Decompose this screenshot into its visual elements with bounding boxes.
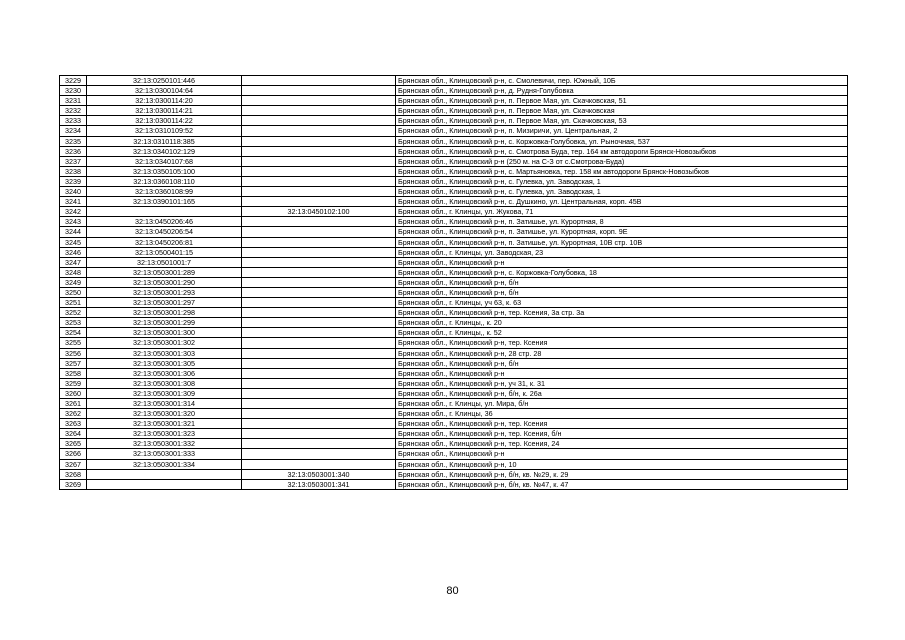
cadastral-number-cell: 32:13:0503001:302 [87, 338, 242, 348]
address-cell: Брянская обл., Клинцовский р-н, д. Рудня-Голубовка [396, 86, 848, 96]
cadastral-number-cell: 32:13:0503001:309 [87, 388, 242, 398]
table-row [60, 358, 848, 368]
address-cell: Брянская обл., г. Клинцы, ул. Мира, б/н [396, 399, 848, 409]
table-row [60, 298, 848, 308]
secondary-cadastral-number-cell [242, 338, 396, 348]
table-row [60, 429, 848, 439]
secondary-cadastral-number-cell [242, 298, 396, 308]
address-cell: Брянская обл., г. Клинцы,, к. 20 [396, 318, 848, 328]
secondary-cadastral-number-cell [242, 439, 396, 449]
table-row [60, 399, 848, 409]
cadastral-number-cell: 32:13:0250101:446 [87, 76, 242, 86]
row-number-cell: 3241 [60, 197, 87, 207]
table-row [60, 419, 848, 429]
row-number-cell: 3256 [60, 348, 87, 358]
address-cell: Брянская обл., Клинцовский р-н, б/н [396, 287, 848, 297]
address-cell: Брянская обл., Клинцовский р-н, с. Коржовка-Голубовка, 18 [396, 267, 848, 277]
cadastral-number-cell: 32:13:0340102:129 [87, 146, 242, 156]
row-number-cell: 3229 [60, 76, 87, 86]
secondary-cadastral-number-cell: 32:13:0503001:340 [242, 469, 396, 479]
table-row [60, 338, 848, 348]
cadastral-number-cell: 32:13:0360108:110 [87, 176, 242, 186]
table-row [60, 459, 848, 469]
address-cell: Брянская обл., Клинцовский р-н, б/н, кв. №47, к. 47 [396, 479, 848, 489]
secondary-cadastral-number-cell [242, 76, 396, 86]
table-row [60, 348, 848, 358]
secondary-cadastral-number-cell [242, 247, 396, 257]
row-number-cell: 3236 [60, 146, 87, 156]
row-number-cell: 3235 [60, 136, 87, 146]
secondary-cadastral-number-cell [242, 409, 396, 419]
row-number-cell: 3243 [60, 217, 87, 227]
row-number-cell: 3266 [60, 449, 87, 459]
row-number-cell: 3242 [60, 207, 87, 217]
cadastral-number-cell: 32:13:0501001:7 [87, 257, 242, 267]
table-row [60, 166, 848, 176]
table-row [60, 318, 848, 328]
secondary-cadastral-number-cell [242, 176, 396, 186]
row-number-cell: 3247 [60, 257, 87, 267]
address-cell: Брянская обл., Клинцовский р-н, б/н, к. 26а [396, 388, 848, 398]
cadastral-number-cell: 32:13:0503001:300 [87, 328, 242, 338]
cadastral-number-cell: 32:13:0503001:308 [87, 378, 242, 388]
table-row [60, 439, 848, 449]
address-cell: Брянская обл., Клинцовский р-н, тер. Ксения [396, 338, 848, 348]
row-number-cell: 3262 [60, 409, 87, 419]
secondary-cadastral-number-cell [242, 267, 396, 277]
secondary-cadastral-number-cell [242, 318, 396, 328]
address-cell: Брянская обл., Клинцовский р-н, с. Смотрова Буда, тер. 164 км автодороги Брянск-Новозыбков [396, 146, 848, 156]
address-cell: Брянская обл., Клинцовский р-н, с. Мартьяновка, тер. 158 км автодороги Брянск-Новозыбков [396, 166, 848, 176]
row-number-cell: 3260 [60, 388, 87, 398]
cadastral-number-cell: 32:13:0360108:99 [87, 187, 242, 197]
address-cell: Брянская обл., Клинцовский р-н [396, 368, 848, 378]
cadastral-number-cell: 32:13:0450206:81 [87, 237, 242, 247]
table-row [60, 126, 848, 136]
table-row [60, 267, 848, 277]
secondary-cadastral-number-cell [242, 106, 396, 116]
address-cell: Брянская обл., Клинцовский р-н [396, 257, 848, 267]
secondary-cadastral-number-cell [242, 187, 396, 197]
address-cell: Брянская обл., Клинцовский р-н, с. Смолевичи, пер. Южный, 10Б [396, 76, 848, 86]
table-row [60, 378, 848, 388]
row-number-cell: 3230 [60, 86, 87, 96]
cadastral-number-cell: 32:13:0503001:298 [87, 308, 242, 318]
cadastral-number-cell: 32:13:0503001:333 [87, 449, 242, 459]
secondary-cadastral-number-cell [242, 277, 396, 287]
address-cell: Брянская обл., г. Клинцы, 36 [396, 409, 848, 419]
secondary-cadastral-number-cell [242, 368, 396, 378]
table-row [60, 187, 848, 197]
table-row [60, 479, 848, 489]
table-row [60, 197, 848, 207]
secondary-cadastral-number-cell [242, 116, 396, 126]
address-cell: Брянская обл., Клинцовский р-н, б/н, кв. №29, к. 29 [396, 469, 848, 479]
row-number-cell: 3239 [60, 176, 87, 186]
address-cell: Брянская обл., Клинцовский р-н, с. Гулевка, ул. Заводская, 1 [396, 176, 848, 186]
cadastral-number-cell: 32:13:0503001:289 [87, 267, 242, 277]
table-row [60, 469, 848, 479]
address-cell: Брянская обл., Клинцовский р-н, 10 [396, 459, 848, 469]
table-row [60, 308, 848, 318]
secondary-cadastral-number-cell [242, 197, 396, 207]
cadastral-number-cell: 32:13:0503001:303 [87, 348, 242, 358]
secondary-cadastral-number-cell [242, 429, 396, 439]
row-number-cell: 3232 [60, 106, 87, 116]
secondary-cadastral-number-cell [242, 348, 396, 358]
row-number-cell: 3249 [60, 277, 87, 287]
row-number-cell: 3264 [60, 429, 87, 439]
table-row [60, 176, 848, 186]
cadastral-number-cell [87, 479, 242, 489]
address-cell: Брянская обл., Клинцовский р-н, 28 стр. 28 [396, 348, 848, 358]
cadastral-number-cell: 32:13:0390101:165 [87, 197, 242, 207]
address-cell: Брянская обл., Клинцовский р-н, п. Первое Мая, ул. Скачковская, 53 [396, 116, 848, 126]
cadastral-number-cell [87, 207, 242, 217]
row-number-cell: 3231 [60, 96, 87, 106]
cadastral-number-cell: 32:13:0310118:385 [87, 136, 242, 146]
row-number-cell: 3257 [60, 358, 87, 368]
row-number-cell: 3252 [60, 308, 87, 318]
table-row [60, 388, 848, 398]
row-number-cell: 3253 [60, 318, 87, 328]
cadastral-number-cell: 32:13:0503001:332 [87, 439, 242, 449]
row-number-cell: 3269 [60, 479, 87, 489]
secondary-cadastral-number-cell [242, 146, 396, 156]
table-row [60, 217, 848, 227]
secondary-cadastral-number-cell [242, 156, 396, 166]
row-number-cell: 3244 [60, 227, 87, 237]
cadastral-number-cell [87, 469, 242, 479]
cadastral-number-cell: 32:13:0300114:21 [87, 106, 242, 116]
row-number-cell: 3240 [60, 187, 87, 197]
table-row [60, 368, 848, 378]
cadastral-number-cell: 32:13:0350105:100 [87, 166, 242, 176]
cadastral-number-cell: 32:13:0300114:22 [87, 116, 242, 126]
secondary-cadastral-number-cell [242, 388, 396, 398]
address-cell: Брянская обл., г. Клинцы, уч 63, к. 63 [396, 298, 848, 308]
address-cell: Брянская обл., г. Клинцы, ул. Заводская, 23 [396, 247, 848, 257]
row-number-cell: 3258 [60, 368, 87, 378]
row-number-cell: 3246 [60, 247, 87, 257]
row-number-cell: 3255 [60, 338, 87, 348]
secondary-cadastral-number-cell [242, 328, 396, 338]
address-cell: Брянская обл., г. Клинцы,, к. 52 [396, 328, 848, 338]
cadastral-number-cell: 32:13:0503001:314 [87, 399, 242, 409]
cadastral-number-cell: 32:13:0503001:297 [87, 298, 242, 308]
secondary-cadastral-number-cell [242, 227, 396, 237]
secondary-cadastral-number-cell [242, 287, 396, 297]
secondary-cadastral-number-cell [242, 237, 396, 247]
table-row [60, 247, 848, 257]
table-row [60, 449, 848, 459]
row-number-cell: 3248 [60, 267, 87, 277]
address-cell: Брянская обл., Клинцовский р-н [396, 449, 848, 459]
address-cell: Брянская обл., Клинцовский р-н, п. Затишье, ул. Курортная, корп. 9Е [396, 227, 848, 237]
address-cell: Брянская обл., Клинцовский р-н, п. Мизиричи, ул. Центральная, 2 [396, 126, 848, 136]
cadastral-number-cell: 32:13:0503001:320 [87, 409, 242, 419]
address-cell: Брянская обл., Клинцовский р-н (250 м. на С-З от с.Смотрова-Буда) [396, 156, 848, 166]
row-number-cell: 3237 [60, 156, 87, 166]
secondary-cadastral-number-cell [242, 166, 396, 176]
secondary-cadastral-number-cell [242, 449, 396, 459]
address-cell: Брянская обл., Клинцовский р-н, п. Первое Мая, ул. Скачковская, 51 [396, 96, 848, 106]
row-number-cell: 3259 [60, 378, 87, 388]
table-row [60, 86, 848, 96]
secondary-cadastral-number-cell [242, 419, 396, 429]
address-cell: Брянская обл., Клинцовский р-н, п. Затишье, ул. Курортная, 10В стр. 10В [396, 237, 848, 247]
cadastral-number-cell: 32:13:0503001:290 [87, 277, 242, 287]
address-cell: Брянская обл., Клинцовский р-н, тер. Ксения, 24 [396, 439, 848, 449]
secondary-cadastral-number-cell [242, 96, 396, 106]
secondary-cadastral-number-cell [242, 257, 396, 267]
row-number-cell: 3263 [60, 419, 87, 429]
cadastral-number-cell: 32:13:0450206:46 [87, 217, 242, 227]
row-number-cell: 3233 [60, 116, 87, 126]
table-row [60, 136, 848, 146]
cadastral-number-cell: 32:13:0500401:15 [87, 247, 242, 257]
table-row [60, 277, 848, 287]
secondary-cadastral-number-cell [242, 459, 396, 469]
secondary-cadastral-number-cell [242, 126, 396, 136]
address-cell: Брянская обл., Клинцовский р-н, тер. Ксения, 3а стр. 3а [396, 308, 848, 318]
secondary-cadastral-number-cell: 32:13:0450102:100 [242, 207, 396, 217]
row-number-cell: 3250 [60, 287, 87, 297]
address-cell: Брянская обл., Клинцовский р-н, с. Душкино, ул. Центральная, корп. 45В [396, 197, 848, 207]
table-row [60, 146, 848, 156]
table-row [60, 106, 848, 116]
table-row [60, 328, 848, 338]
address-cell: Брянская обл., Клинцовский р-н, п. Первое Мая, ул. Скачковская [396, 106, 848, 116]
row-number-cell: 3265 [60, 439, 87, 449]
table-row [60, 287, 848, 297]
cadastral-number-cell: 32:13:0503001:321 [87, 419, 242, 429]
address-cell: Брянская обл., Клинцовский р-н, п. Затишье, ул. Курортная, 8 [396, 217, 848, 227]
secondary-cadastral-number-cell [242, 358, 396, 368]
address-cell: Брянская обл., Клинцовский р-н, тер. Ксения [396, 419, 848, 429]
address-cell: Брянская обл., г. Клинцы, ул. Жукова, 71 [396, 207, 848, 217]
secondary-cadastral-number-cell [242, 399, 396, 409]
property-table [59, 75, 848, 490]
row-number-cell: 3268 [60, 469, 87, 479]
row-number-cell: 3245 [60, 237, 87, 247]
cadastral-number-cell: 32:13:0503001:334 [87, 459, 242, 469]
page-number: 80 [446, 585, 459, 597]
cadastral-number-cell: 32:13:0300114:20 [87, 96, 242, 106]
secondary-cadastral-number-cell: 32:13:0503001:341 [242, 479, 396, 489]
table-row [60, 96, 848, 106]
secondary-cadastral-number-cell [242, 86, 396, 96]
cadastral-number-cell: 32:13:0503001:323 [87, 429, 242, 439]
cadastral-number-cell: 32:13:0503001:305 [87, 358, 242, 368]
row-number-cell: 3238 [60, 166, 87, 176]
cadastral-number-cell: 32:13:0310109:52 [87, 126, 242, 136]
table-row [60, 76, 848, 86]
cadastral-number-cell: 32:13:0300104:64 [87, 86, 242, 96]
table-row [60, 257, 848, 267]
cadastral-number-cell: 32:13:0503001:293 [87, 287, 242, 297]
cadastral-number-cell: 32:13:0450206:54 [87, 227, 242, 237]
secondary-cadastral-number-cell [242, 136, 396, 146]
address-cell: Брянская обл., Клинцовский р-н, с. Гулевка, ул. Заводская, 1 [396, 187, 848, 197]
table-row [60, 409, 848, 419]
table-row [60, 156, 848, 166]
property-table-body [60, 76, 848, 490]
table-row [60, 237, 848, 247]
address-cell: Брянская обл., Клинцовский р-н, с. Коржовка-Голубовка, ул. Рыночная, 537 [396, 136, 848, 146]
table-row [60, 207, 848, 217]
address-cell: Брянская обл., Клинцовский р-н, б/н [396, 358, 848, 368]
cadastral-number-cell: 32:13:0340107:68 [87, 156, 242, 166]
row-number-cell: 3234 [60, 126, 87, 136]
address-cell: Брянская обл., Клинцовский р-н, уч 31, к. 31 [396, 378, 848, 388]
table-row [60, 116, 848, 126]
row-number-cell: 3267 [60, 459, 87, 469]
secondary-cadastral-number-cell [242, 217, 396, 227]
cadastral-number-cell: 32:13:0503001:306 [87, 368, 242, 378]
row-number-cell: 3261 [60, 399, 87, 409]
secondary-cadastral-number-cell [242, 378, 396, 388]
secondary-cadastral-number-cell [242, 308, 396, 318]
row-number-cell: 3254 [60, 328, 87, 338]
row-number-cell: 3251 [60, 298, 87, 308]
table-row [60, 227, 848, 237]
cadastral-number-cell: 32:13:0503001:299 [87, 318, 242, 328]
address-cell: Брянская обл., Клинцовский р-н, б/н [396, 277, 848, 287]
address-cell: Брянская обл., Клинцовский р-н, тер. Ксения, б/н [396, 429, 848, 439]
